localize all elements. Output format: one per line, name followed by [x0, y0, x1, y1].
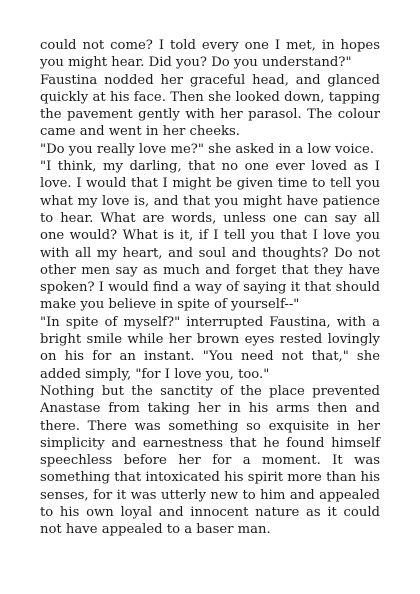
paragraph-continuation: could not come? I told every one I met, in hopes you might hear. Did you? Do you understand?" — [40, 38, 380, 71]
paragraph-i-think-my-darling: "I think, my darling, that no one ever loved as I love. I would that I might be given time to tell you what my love is, and that you might have patience to hear. What are words, unless one can say all one would? What is it, if I tell you that I love you with all my heart, and soul and thoughts? Do not other men say as much and forget that they have spoken? I would find a way of saying it that should make you believe in spite of yourself--" — [40, 159, 380, 313]
paragraph-faustina-nodded: Faustina nodded her graceful head, and glanced quickly at his face. Then she looked down, tapping the pavement gently with her parasol. The colour came and went in her cheeks. — [40, 72, 380, 140]
paragraph-do-you-love-me: "Do you really love me?" she asked in a low voice. — [40, 141, 375, 157]
page-text — [40, 37, 380, 539]
paragraph-nothing-but-sanctity: Nothing but the sanctity of the place prevented Anastase from taking her in his arms then and there. There was something so exquisite in her simplicity and earnestness that he found himself speechless before her for a moment. It was something that intoxicated his spirit more than his senses, for it was utterly new to him and appealed to his own loyal and innocent nature as it could not have appealed to a baser man. — [40, 383, 380, 538]
paragraph-in-spite-of-myself: "In spite of myself?" interrupted Faustina, with a bright smile while her brown eyes rested lovingly on his for an instant. "You need not that," she added simply, "for I love you, too." — [40, 314, 380, 382]
